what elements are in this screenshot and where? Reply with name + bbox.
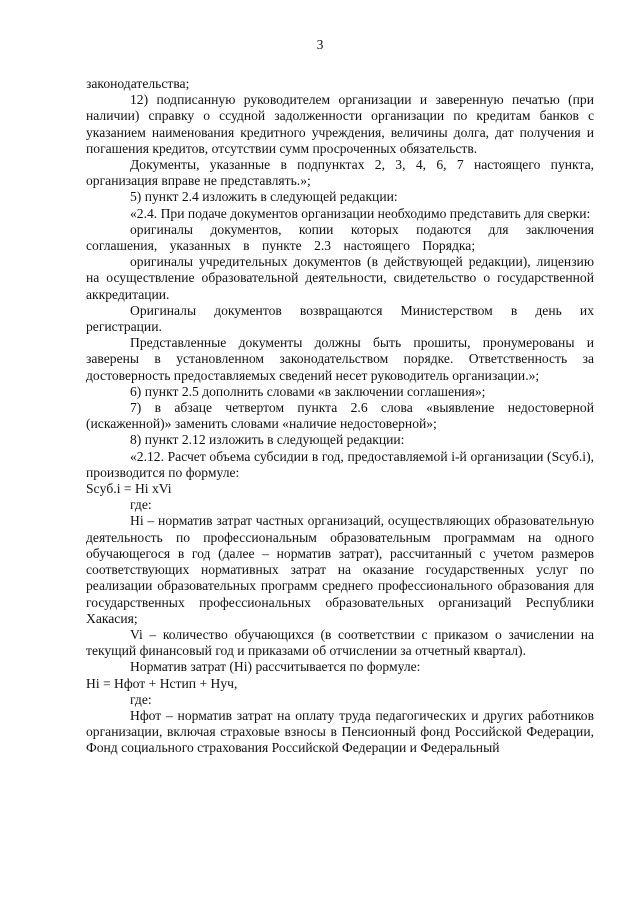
paragraph-where-1: где: <box>130 497 152 513</box>
paragraph-hfot-definition: Hфот – норматив затрат на оплату труда педагогических и других работников организации, включая страховые взносы в Пенсионный фонд Российской Федерации, Фонд социального страхования Российской Федерации и Федеральный <box>86 707 594 756</box>
paragraph-documents-bound: Представленные документы должны быть прошиты, пронумерованы и заверены в установленном законодательством порядке. Ответственность за достоверность предоставляемых сведений несет руководитель организации.»; <box>86 335 594 383</box>
page-number: 3 <box>316 37 324 52</box>
paragraph-clause-2-4: «2.4. При подаче документов организации необходимо представить для сверки: <box>130 205 591 221</box>
paragraph-documents-note: Документы, указанные в подпунктах 2, 3, 4, 6, 7 настоящего пункта, организация вправе не представлять.»; <box>86 157 594 189</box>
formula-norm: Hi = Hфот + Hстип + Hуч, <box>86 675 238 691</box>
paragraph-clause-2-12: «2.12. Расчет объема субсидии в год, предоставляемой i-й организации (Scyб.i), производится по формуле: <box>86 448 594 480</box>
paragraph-originals-copies: оригиналы документов, копии которых подаются для заключения соглашения, указанных в пункте 2.3 настоящего Порядка; <box>86 221 594 254</box>
paragraph-item-6: 6) пункт 2.5 дополнить словами «в заключении соглашения»; <box>130 383 486 399</box>
paragraph-item-5: 5) пункт 2.4 изложить в следующей редакции: <box>130 189 398 205</box>
paragraph-item-12: 12) подписанную руководителем организации и заверенную печатью (при наличии) справку о ссудной задолженности организации по кредитам банков с указанием наименования кредитного учреждения, величины долга, дат получения и погашения кредитов, отсутствии сумм просроченных обязательств. <box>86 92 594 156</box>
paragraph-originals-founding: оригиналы учредительных документов (в действующей редакции), лицензию на осуществление образовательной деятельности, свидетельство о государственной аккредитации. <box>86 254 594 302</box>
paragraph-item-7: 7) в абзаце четвертом пункта 2.6 слова «выявление недостоверной (искаженной)» заменить словами «наличие недостоверной»; <box>86 400 594 432</box>
formula-subsidy: Scyб.i = Hi xVi <box>86 481 172 497</box>
paragraph-item-8: 8) пункт 2.12 изложить в следующей редакции: <box>130 432 405 448</box>
paragraph-originals-returned: Оригиналы документов возвращаются Министерством в день их регистрации. <box>86 302 594 335</box>
paragraph-vi-definition: Vi – количество обучающихся (в соответствии с приказом о зачислении на текущий финансовый год и приказами об отчислении за отчетный квартал). <box>86 626 594 659</box>
paragraph-where-2: где: <box>130 691 152 707</box>
paragraph-continuation: законодательства; <box>86 76 190 91</box>
paragraph-hi-definition: Hi – норматив затрат частных организаций, осуществляющих образовательную деятельность по профессиональным образовательным программам на одного обучающегося в год (далее – норматив затрат), рассчитанный с учетом размеров соответствующих нормативных затрат на оказание государственных услуг по реализации образовательных программ среднего профессионального образования для государственных профессиональных образовательных организаций Республики Хакасия; <box>86 513 594 626</box>
paragraph-norm-formula-intro: Норматив затрат (Hi) рассчитывается по формуле: <box>130 659 421 675</box>
document-body <box>86 76 594 757</box>
